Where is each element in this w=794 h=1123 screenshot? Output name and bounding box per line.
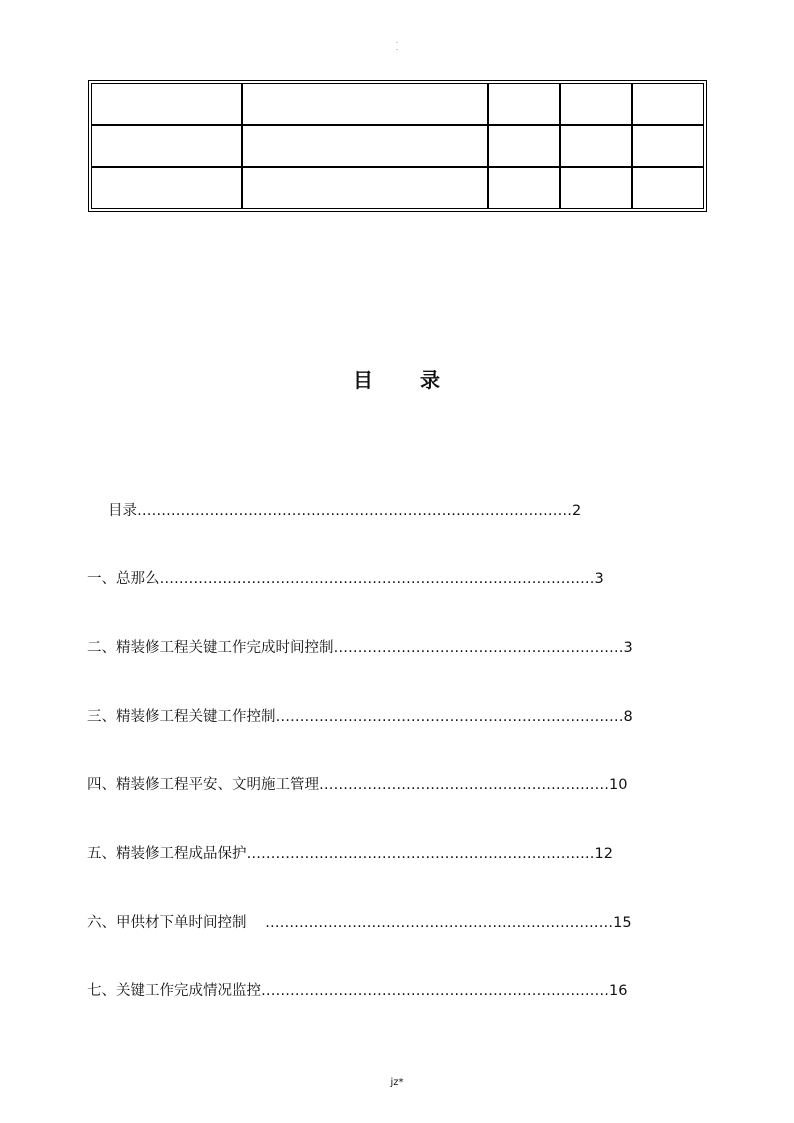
table-cell (560, 167, 632, 209)
toc-entry-6[interactable] (87, 913, 632, 933)
toc-entry-page: 3 (623, 640, 633, 656)
toc-entry-4[interactable] (87, 775, 627, 795)
table-cell (632, 125, 704, 167)
table-cell (242, 83, 488, 125)
table-cell (488, 125, 561, 167)
toc-entry-dots: ……………………………………………………………………………… (137, 503, 572, 519)
toc-entry-dots: ……………………………………………………………………………… (159, 571, 595, 587)
toc-entry-7[interactable] (87, 981, 627, 1001)
toc-entry-page: 10 (609, 777, 628, 793)
table-cell (91, 125, 242, 167)
toc-entry-contents[interactable] (108, 501, 581, 521)
toc-entry-dots: ……………………………………………………………… (246, 846, 595, 862)
toc-entry-dots: ……………………………………………………………… (275, 709, 624, 725)
table-cell (242, 125, 488, 167)
table-cell (242, 167, 488, 209)
toc-entry-page: 12 (594, 846, 613, 862)
table-cell (91, 83, 242, 125)
toc-entry-dots: ……………………………………………………………… (261, 983, 609, 999)
toc-entry-page: 15 (613, 915, 632, 931)
toc-entry-label: 目录 (108, 503, 137, 519)
toc-entry-label: 五、精装修工程成品保护 (87, 846, 247, 862)
toc-entry-label: 三、精装修工程关键工作控制 (87, 709, 276, 725)
page-footer: jz* (390, 1077, 404, 1088)
toc-entry-label: 七、关键工作完成情况监控 (87, 983, 261, 999)
table-cell (488, 83, 561, 125)
toc-entry-page: 3 (594, 571, 604, 587)
toc-entry-3[interactable] (87, 707, 633, 727)
toc-entry-page: 8 (623, 709, 633, 725)
toc-entry-dots: ……………………………………………………………… (265, 915, 614, 931)
toc-entry-page: 2 (572, 503, 582, 519)
blank-table (88, 80, 707, 212)
toc-title-left: 目 (353, 368, 374, 392)
toc-entry-2[interactable] (87, 638, 633, 658)
table-cell (632, 83, 704, 125)
table-cell (91, 167, 242, 209)
table-cell (488, 167, 561, 209)
toc-entry-label: 六、甲供材下单时间控制 (87, 915, 252, 931)
table-row (91, 83, 704, 125)
toc-entry-page: 16 (609, 983, 628, 999)
table-cell (560, 125, 632, 167)
toc-title-right: 录 (420, 368, 441, 392)
toc-entry-label: 一、总那么 (87, 571, 160, 587)
toc-entry-label: 四、精装修工程平安、文明施工管理 (87, 777, 319, 793)
toc-title (0, 364, 794, 393)
toc-entry-dots: …………………………………………………… (333, 640, 624, 656)
toc-entry-1[interactable] (87, 569, 604, 589)
table-row (91, 167, 704, 209)
table-cell (632, 167, 704, 209)
toc-entry-5[interactable] (87, 844, 613, 864)
toc-entry-label: 二、精装修工程关键工作完成时间控制 (87, 640, 334, 656)
table-row (91, 125, 704, 167)
table-cell (560, 83, 632, 125)
toc-entry-dots: …………………………………………………… (319, 777, 609, 793)
header-mark: · · (396, 40, 398, 54)
